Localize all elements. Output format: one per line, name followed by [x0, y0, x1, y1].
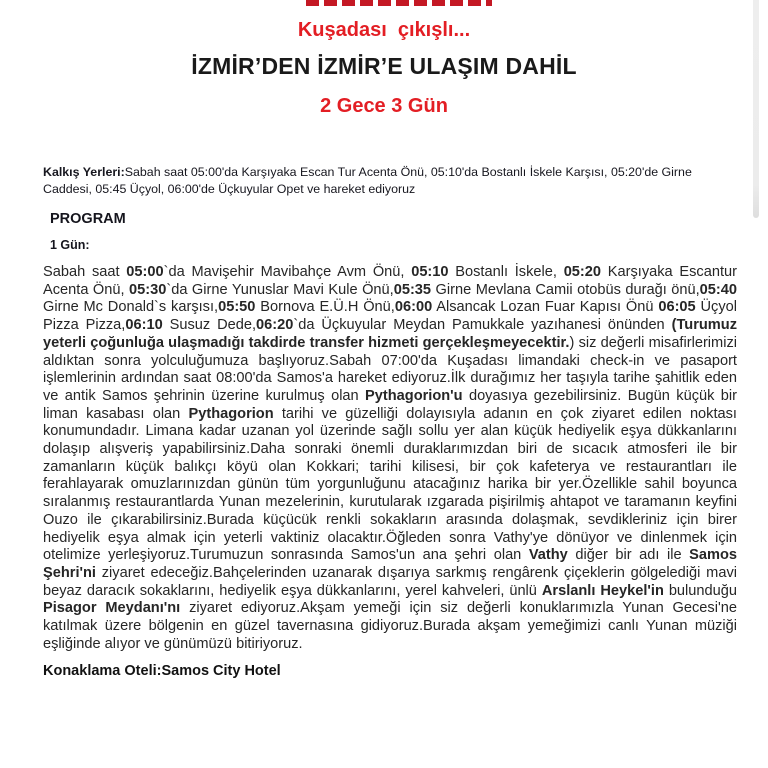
page-title: İZMİR’DEN İZMİR’E ULAŞIM DAHİL [191, 53, 577, 79]
day-1-description: Sabah saat 05:00`da Mavişehir Mavibahçe Avm Önü, 05:10 Bostanlı İskele, 05:20 Karşıyaka Escantur Acenta Önü, 05:30`da Girne Yunuslar Mavi Kule Önü,05:35 Girne Mevlana Camii otobüs durağı önü,05:40 Girne Mc Donald`s karşısı,05:50 Bornova E.Ü.H Önü,06:00 Alsancak Lozan Fuar Kapısı Önü 06:05 Üçyol Pizza Pizza,06:10 Susuz Dede,06:20`da Üçkuyular Meydan Pamukkale yazıhanesi önünden (Turumuz yeterli çoğunluğa ulaşmadığı takdirde transfer hizmeti gerçekleşmeyecektir.) siz değerli misafirlerimizi aldıktan sonra yolculuğumuza başlıyoruz.Sabah 07:00'da Kuşadası limandaki check-in ve pasaport işlemlerinin ardından saat 08:00'da Samos'a hareket ediyoruz.İlk durağımız her taşıyla tarihe şahitlik eden ve antik Samos şehrinin üzerine kurulmuş olan Pythagorion'u doyasıya gezebilirsiniz. Bugün küçük bir liman kasabası olan Pythagorion tarihi ve güzelliği dolayısıyla adanın en çok ziyaret edilen noktası konumundadır. Limana kadar uzanan yol üzerinde sağlı sollu yer alan küçük hediyelik eşya dükkanlarını dolaşıp alışveriş yapabilirsiniz.Daha sonraki önemli duraklarımızdan biri de sıcacık atmosferi ile bir zamanların küçük balıkçı köyü olan Kokkari; tarihi kilisesi, bir çok kafeterya ve restaurantları ile ferahlayarak omuzlarınızdan günün tüm yorgunluğunu atacağınız harika bir yer.Özellikle sahil boyunca sıralanmış restaurantlarda Yunan mezelerinin, kurutularak ızgarada pişirilmiş ahtapot ve taramanın keyfini Ouzo ile çıkarabilirsiniz.Burada küçücük renkli sokakların arasında dolaşmak, sevdikleriniz için birer hediyelik eşya almak için yeterli vaktiniz olacaktır.Öğleden sonra Vathy'ye dönüyor ve dinlenmek için otelimize yerleşiyoruz.Turumuzun sonrasında Samos'un ana şehri olan Vathy diğer bir adı ile Samos Şehri'ni ziyaret edeceğiz.Bahçelerinden uzanarak dışarıya sarkmış rengârenk çiçeklerin gölgelediği mavi beyaz daracık sokaklarını, hediyelik eşya dükkanlarını, yerel kahveleri, ünlü Arslanlı Heykel'in bulunduğu Pisagor Meydanı'nı ziyaret ediyoruz.Akşam yemeği için siz değerli konuklarımızla Yunan Gecesi'ne katılmak üzere bölgenin en güzel tavernasına gidiyoruz.Burada akşam yemeğimizi canlı Yunan müziği eşliğinde alıyor ve günümüzü bitiriyoruz. [43, 264, 737, 652]
day-1-heading: 1 Gün: [50, 238, 90, 252]
program-heading: PROGRAM [50, 211, 126, 227]
scrollbar-thumb[interactable] [753, 0, 759, 218]
accommodation-hotel-name: Samos City Hotel [161, 663, 281, 680]
accommodation-line [43, 663, 768, 679]
accommodation-label: Konaklama Oteli: [43, 663, 162, 680]
clipped-heading-fragment [306, 0, 492, 6]
duration-heading: 2 Gece 3 Gün [320, 95, 448, 117]
subtitle-heading: Kuşadası çıkışlı... [297, 19, 471, 41]
departure-info [43, 164, 740, 197]
departure-text: Sabah saat 05:00'da Karşıyaka Escan Tur Acenta Önü, 05:10'da Bostanlı İskele Karşısı, 05:20'de Girne Caddesi, 05:45 Üçyol, 06:00'de Üçkuyular Opet ve hareket ediyoruz [43, 165, 692, 196]
departure-label: Kalkış Yerleri: [43, 165, 125, 179]
